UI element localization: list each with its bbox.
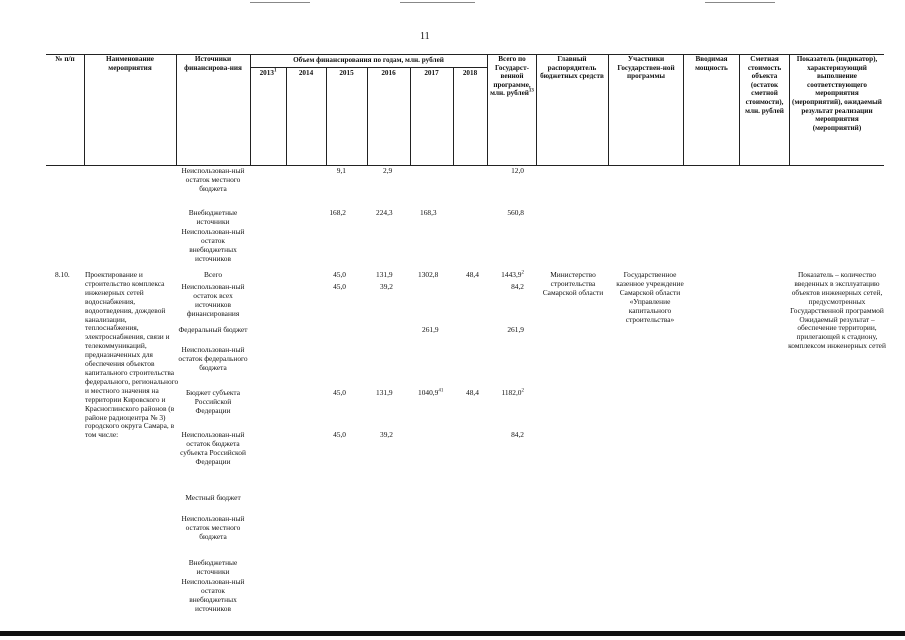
row-source: Неиспользован-ный остаток федерального бюджета	[178, 345, 248, 372]
row-source: Неиспользован-ный остаток местного бюджета	[181, 514, 245, 541]
top-edge-line	[250, 2, 310, 3]
row-total: 1443,9$^2$	[501, 270, 524, 279]
page-number: 11	[420, 31, 430, 42]
prev-total-1: 12,0	[511, 166, 524, 175]
item-num: 8.10.	[55, 270, 70, 279]
header-year-2018: 2018	[462, 69, 478, 77]
top-edge-line	[400, 2, 475, 3]
header-year-2016: 2016	[381, 69, 396, 77]
header-indicator: Показатель (индикатор), характеризующий выполнение соответствующего мероприятия (мероприятий), ожидаемый результат реализации мероприятия (мероприятий)	[792, 55, 882, 132]
prev-2016-2: 224,3	[376, 208, 393, 217]
row-total: 1182,0$^2$	[501, 388, 524, 397]
item-participants: Государственное казенное учреждение Самарской области «Управление капитального строительства»	[616, 270, 684, 324]
row-source: Местный бюджет	[185, 493, 241, 502]
row-source: Бюджет субъекта Российской Федерации	[185, 388, 241, 415]
header-year-2015: 2015	[339, 69, 354, 77]
row-2015: 45,0	[333, 270, 346, 279]
prev-total-2: 560,8	[507, 208, 524, 217]
row-2015: 45,0	[333, 430, 346, 439]
prev-2017-2: 168,3	[420, 208, 437, 217]
prev-source-1: Неиспользован-ный остаток местного бюджета	[181, 166, 245, 193]
prev-2015-2: 168,2	[329, 208, 346, 217]
row-2016: 131,9	[376, 270, 393, 279]
header-num: № п/п	[55, 55, 75, 63]
row-2016: 39,2	[380, 282, 393, 291]
row-2017: 1040,9$^{41}$	[418, 388, 444, 397]
row-total: 84,2	[511, 282, 524, 291]
row-source: Всего	[203, 270, 223, 279]
row-2018: 48,4	[466, 270, 479, 279]
row-2017: 1302,8	[418, 270, 439, 279]
row-2015: 45,0	[333, 282, 346, 291]
header-manager: Главный распорядитель бюджетных средств	[540, 55, 604, 81]
prev-source-3: Неиспользован-ный остаток внебюджетных источников	[181, 227, 245, 263]
item-indicator: Показатель – количество введенных в эксплуатацию объектов инженерных сетей, предусмотренных Государственной программой Ожидаемый результат – обеспечение территории, прилегающей к стадиону, комплексом инженерных сетей	[788, 270, 886, 351]
header-volume-title: Объем финансирования по годам, млн. рублей	[293, 56, 444, 64]
row-2017: 261,9	[422, 325, 439, 334]
row-total: 84,2	[511, 430, 524, 439]
prev-2016-1: 2,9	[383, 166, 393, 175]
row-source: Внебюджетные источники	[188, 558, 238, 576]
header-total: Всего по Государст-венной программе, млн. рублей$^{13}$	[490, 55, 534, 98]
header-capacity: Вводимая мощность	[695, 55, 728, 72]
row-total: 261,9	[507, 325, 524, 334]
top-edge-line	[705, 2, 775, 3]
item-manager: Министерство строительства Самарской области	[542, 270, 604, 297]
row-2018: 48,4	[466, 388, 479, 397]
header-estimate: Сметная стоимость объекта (остаток сметной стоимости), млн. рублей	[745, 55, 784, 115]
row-2015: 45,0	[333, 388, 346, 397]
header-year-2014: 2014	[298, 69, 314, 77]
row-source: Федеральный бюджет	[178, 325, 248, 334]
header-year-2013: 2013$^1$	[259, 68, 277, 77]
header-name: Наименование мероприятия	[106, 55, 154, 72]
row-source: Неиспользован-ный остаток бюджета субъекта Российской Федерации	[180, 430, 246, 466]
header-year-2017: 2017	[424, 69, 439, 77]
prev-2015-1: 9,1	[336, 166, 346, 175]
row-2016: 131,9	[376, 388, 393, 397]
header-sources: Источники финансирова-ния	[184, 55, 242, 72]
item-name: Проектирование и строительство комплекса инженерных сетей водоснабжения, водоотведения, дождевой канализации, теплоснабжения, электроснабжения, связи и телекоммуникаций, предназначенных для обеспечения объектов капитального строительства федерального, регионального и местного значения на территории Кировского и Красноглинского районов (в районе радиоцентра № 3) городского округа Самара, в том числе:	[85, 270, 179, 440]
row-source: Неиспользован-ный остаток внебюджетных источников	[181, 577, 245, 613]
bottom-edge-line	[0, 631, 905, 636]
row-source: Неиспользован-ный остаток всех источников финансирования	[181, 282, 245, 318]
header-participants: Участники Государствен-ной программы	[617, 55, 675, 81]
prev-source-2: Внебюджетные источники	[188, 208, 238, 226]
row-2016: 39,2	[380, 430, 393, 439]
table-header	[46, 54, 884, 166]
